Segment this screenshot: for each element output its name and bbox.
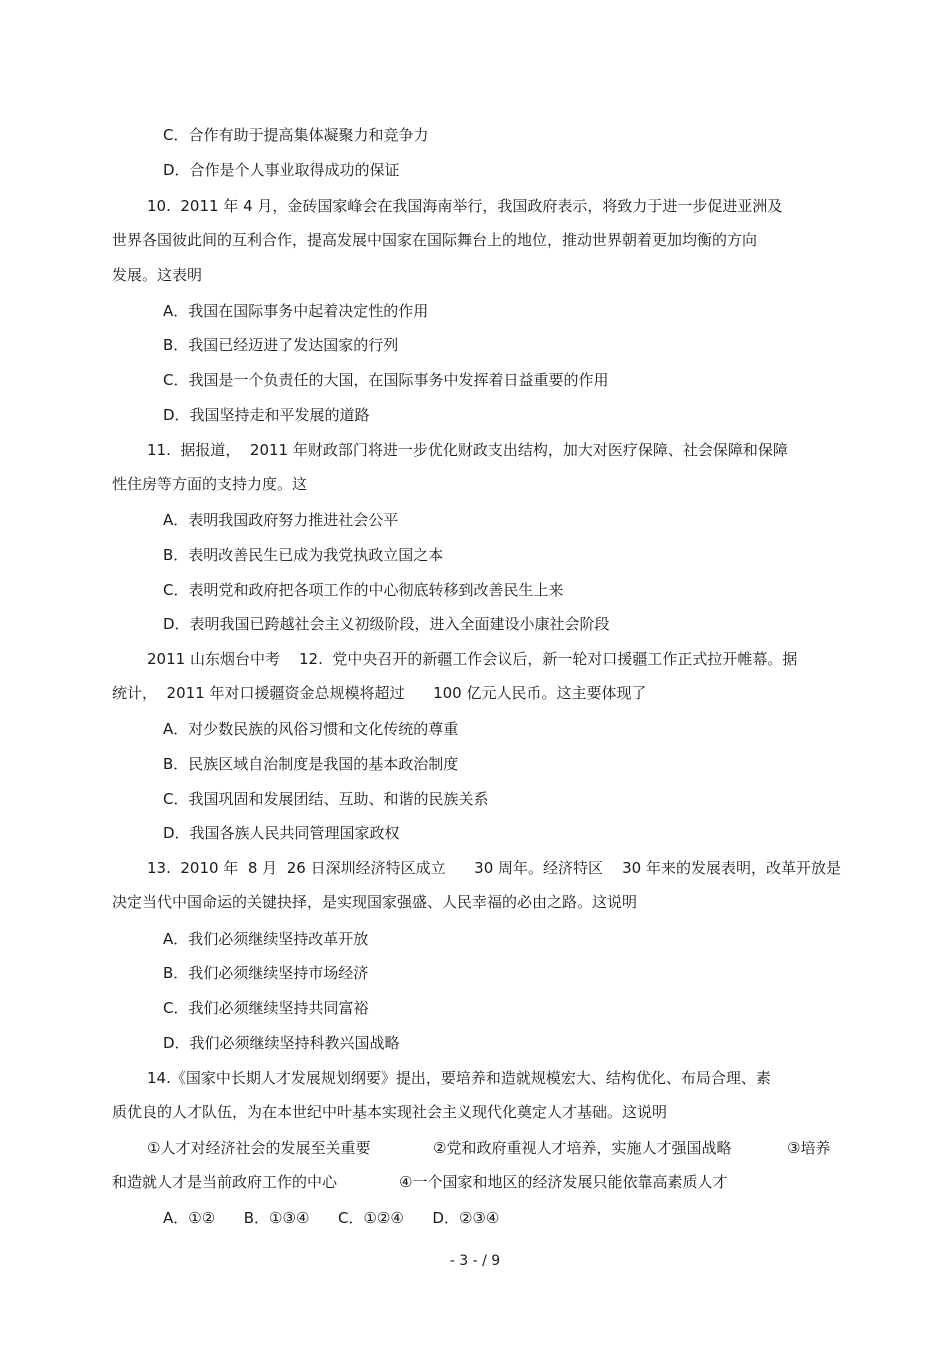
q12-option-b: B．民族区域自治制度是我国的基本政治制度 — [163, 755, 459, 773]
q13-option-a: A．我们必须继续坚持改革开放 — [163, 930, 369, 948]
q12-stem-line-2: 统计， 2011 年对口援疆资金总规模将超过 100 亿元人民币。这主要体现了 — [112, 684, 647, 702]
q11-stem-line-2: 性住房等方面的支持力度。这 — [112, 475, 308, 493]
q9-option-d: D．合作是个人事业取得成功的保证 — [163, 161, 400, 179]
q11-option-c: C．表明党和政府把各项工作的中心彻底转移到改善民生上来 — [163, 581, 564, 599]
q12-stem-line-1: 2011 山东烟台中考 12. 党中央召开的新疆工作会议后，新一轮对口援疆工作正式拉开帷幕。据 — [147, 650, 798, 668]
q14-choices: A．①② B．①③④ C．①②④ D．②③④ — [163, 1209, 500, 1227]
q11-option-b: B．表明改善民生已成为我党执政立国之本 — [163, 546, 444, 564]
q14-statement-2: ②党和政府重视人才培养，实施人才强国战略 — [433, 1139, 732, 1157]
q14-statement-3-end: 和造就人才是当前政府工作的中心 — [112, 1173, 338, 1191]
q14-statement-4: ④一个国家和地区的经济发展只能依靠高素质人才 — [399, 1173, 728, 1191]
q14-stem-line-1: 14.《国家中长期人才发展规划纲要》提出，要培养和造就规模宏大、结构优化、布局合理、素 — [147, 1069, 771, 1087]
q14-statement-3-start: ③培养 — [787, 1139, 831, 1157]
q9-option-c: C．合作有助于提高集体凝聚力和竞争力 — [163, 126, 429, 144]
q10-stem-line-3: 发展。这表明 — [112, 266, 203, 284]
q12-option-d: D．我国各族人民共同管理国家政权 — [163, 824, 400, 842]
q11-option-a: A．表明我国政府努力推进社会公平 — [163, 511, 399, 529]
q13-option-d: D．我们必须继续坚持科教兴国战略 — [163, 1034, 400, 1052]
q14-stem-line-2: 质优良的人才队伍，为在本世纪中叶基本实现社会主义现代化奠定人才基础。这说明 — [112, 1103, 668, 1121]
q10-option-b: B．我国已经迈进了发达国家的行列 — [163, 336, 399, 354]
q12-option-a: A．对少数民族的风俗习惯和文化传统的尊重 — [163, 720, 459, 738]
q13-stem-line-1: 13. 2010 年 8 月 26 日深圳经济特区成立 30 周年。经济特区 30 年来的发展表明，改革开放是 — [147, 859, 841, 877]
q10-option-c: C．我国是一个负责任的大国，在国际事务中发挥着日益重要的作用 — [163, 371, 609, 389]
q10-option-a: A．我国在国际事务中起着决定性的作用 — [163, 302, 429, 320]
q12-option-c: C．我国巩固和发展团结、互助、和谐的民族关系 — [163, 790, 489, 808]
q11-option-d: D．表明我国已跨越社会主义初级阶段，进入全面建设小康社会阶段 — [163, 615, 610, 633]
q10-stem-line-1: 10. 2011 年 4 月，金砖国家峰会在我国海南举行，我国政府表示，将致力于进一步促进亚洲及 — [147, 197, 783, 215]
page-number: - 3 - / 9 — [449, 1253, 501, 1269]
q13-stem-line-2: 决定当代中国命运的关键抉择，是实现国家强盛、人民幸福的必由之路。这说明 — [112, 893, 638, 911]
q13-option-b: B．我们必须继续坚持市场经济 — [163, 964, 369, 982]
q10-stem-line-2: 世界各国彼此间的互利合作，提高发展中国家在国际舞台上的地位，推动世界朝着更加均衡的方向 — [112, 231, 758, 249]
q10-option-d: D．我国坚持走和平发展的道路 — [163, 406, 370, 424]
q11-stem-line-1: 11. 据报道， 2011 年财政部门将进一步优化财政支出结构，加大对医疗保障、社会保障和保障 — [147, 441, 788, 459]
q13-option-c: C．我们必须继续坚持共同富裕 — [163, 999, 369, 1017]
q14-statement-1: ①人才对经济社会的发展至关重要 — [147, 1139, 371, 1157]
